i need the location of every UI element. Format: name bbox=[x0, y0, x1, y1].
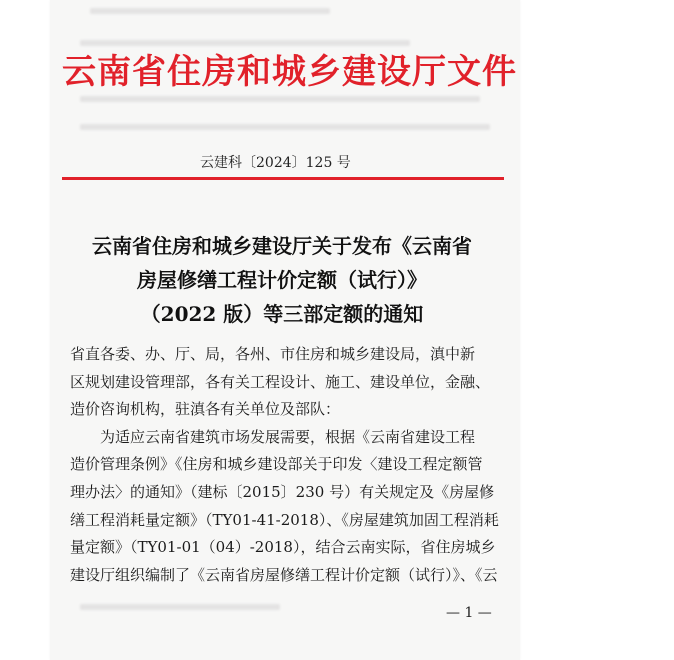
body-line: 省直各委、办、厅、局，各州、市住房和城乡建设局，滇中新 bbox=[70, 345, 476, 363]
bleed-through-mark bbox=[80, 604, 280, 610]
body-line: 区规划建设管理部，各有关工程设计、施工、建设单位，金融、 bbox=[70, 372, 491, 391]
notice-title-line: 房屋修缮工程计价定额（试行）》 bbox=[137, 268, 427, 292]
bleed-through-mark bbox=[80, 124, 490, 130]
bleed-through-mark bbox=[80, 96, 480, 102]
body-line: 为适应云南省建筑市场发展需要，根据《云南省建设工程 bbox=[70, 427, 476, 446]
header-divider-line bbox=[62, 177, 504, 180]
notice-title bbox=[70, 229, 494, 331]
bleed-through-mark bbox=[90, 8, 330, 14]
notice-title-line: （2022 版）等三部定额的通知 bbox=[140, 302, 424, 326]
page-number: — 1 — bbox=[446, 605, 492, 621]
document-number: 云建科〔2024〕125 号 bbox=[200, 155, 351, 171]
body-line: 理办法〉的通知》（建标〔2015〕230 号）有关规定及《房屋修 bbox=[70, 482, 495, 501]
body-line: 造价咨询机构，驻滇各有关单位及部队： bbox=[70, 400, 341, 419]
notice-title-line: 云南省住房和城乡建设厅关于发布《云南省 bbox=[92, 234, 472, 258]
body-line: 建设厅组织编制了《云南省房屋修缮工程计价定额（试行）》、《云 bbox=[70, 565, 498, 584]
notice-body bbox=[70, 341, 510, 589]
body-line: 缮工程消耗量定额》（TY01-41-2018）、《房屋建筑加固工程消耗 bbox=[70, 510, 499, 529]
body-line: 造价管理条例》《住房和城乡建设部关于印发〈建设工程定额管 bbox=[70, 455, 483, 474]
body-line: 量定额》（TY01-01（04）-2018），结合云南实际，省住房城乡 bbox=[70, 538, 496, 557]
document-header-title: 云南省住房和城乡建设厅文件 bbox=[62, 52, 517, 92]
